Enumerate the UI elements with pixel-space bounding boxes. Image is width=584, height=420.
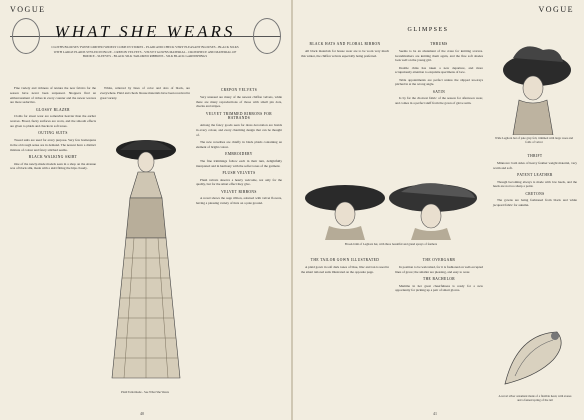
article-title: WHAT SHE WEARS bbox=[54, 22, 236, 41]
silver-ornament-illustration bbox=[497, 324, 573, 392]
running-head-right: VOGUE bbox=[538, 5, 574, 14]
woman-in-plaid-suit-illustration bbox=[104, 128, 186, 388]
figure-caption: Broad-brim of Leghorn hat, with three beautiful and grand sprays of feathers bbox=[344, 242, 438, 246]
paragraph: Mamma in her great cheerfulness is ready for a new opportunity for picking up a pair of smart gloves. bbox=[395, 283, 483, 293]
subheading: CREPON VELVETS bbox=[220, 88, 258, 92]
right-column-1-bottom bbox=[301, 256, 389, 414]
right-column-2 bbox=[395, 40, 483, 190]
subheading: BLACK WALKING SKIRT bbox=[28, 154, 78, 159]
paragraph: Fine variety and richness of texture the new fabrics for the season have never been surpassed. Shoppers find an embarrassment of riches in every counter and the newer weaves are more seductive. bbox=[10, 86, 96, 105]
left-column-1 bbox=[10, 86, 96, 411]
paragraph: The fine trimmings follow each in their turn, delightfully interpreted and in harmony with the softer tones of the garment. bbox=[196, 158, 282, 168]
subheading: EMBROIDERY bbox=[225, 151, 253, 156]
left-column-2-top bbox=[100, 86, 190, 126]
right-column-2-bottom bbox=[395, 256, 483, 414]
paragraph: Table appointments are perfect unless the slipped tea-trays pitched in at the wrong angle. bbox=[395, 77, 483, 87]
paragraph: The gowns are being fashioned from black and white jacquard fabric for autumn. bbox=[493, 198, 577, 208]
running-head-left: VOGUE bbox=[10, 5, 46, 14]
left-page bbox=[0, 0, 291, 420]
figure-caption: A novel silver ornament made of a flexible head, with stones and a fanned spring of the tail bbox=[498, 394, 572, 402]
subheading: CRETONS bbox=[525, 191, 545, 196]
subheading: THE TAILOR GOWN ILLUSTRATED bbox=[310, 258, 380, 262]
subheading: VELVET TRIMMED RIBBONS FOR HATBANDS bbox=[205, 111, 273, 121]
paragraph: Cloths for street wear are somewhat heavier than the earlier weaves. Broad, fuzzy surfaces are worn, and the smooth effects are given to plaids and checks in soft tones. bbox=[10, 114, 96, 128]
right-page bbox=[293, 0, 584, 420]
paragraph: Tweed suits are used for every purpose. Very few homespuns in the old rough sense are in demand. The newest have a distinct mixture of colour and fancy stitched seams. bbox=[10, 137, 96, 152]
paragraph: Is by far the choicest fabric of the season for afternoon wear, and comes in a perfect stuff from the gown of glove satin. bbox=[395, 96, 483, 106]
section-heading: GLIMPSES bbox=[407, 27, 449, 33]
paragraph: The new novelties are chiefly in black plaids containing an element of bright colour. bbox=[196, 139, 282, 149]
paragraph: Seems to be an abatement of the craze for knitting scarves. Grandmothers are knitting them again, and the fine soft shades look well on the young girl. bbox=[395, 48, 483, 63]
decorative-medallion-right bbox=[253, 18, 281, 54]
subheading: PLUSH VELVETS bbox=[222, 170, 256, 175]
subheading: GLOSSY BLAZER bbox=[36, 107, 70, 112]
paragraph: One of the newly-made models seen in a shop on the Avenue was of black silk, made with a skirt fitting the hips closely. bbox=[10, 161, 96, 171]
paragraph: Minnows: both sides of heavy feather weight material, very warm and soft. bbox=[493, 160, 577, 170]
subheading: BLACK HATS AND FLORAL RIBBON bbox=[309, 42, 381, 46]
subheading: PATENT LEATHER bbox=[517, 172, 553, 177]
paragraph: Among the fancy goods seen for dress decoration are braids in every colour, and every charming design that can be thought of. bbox=[196, 123, 282, 137]
woman-in-feathered-hat-portrait-top bbox=[493, 40, 575, 135]
subheading: THE OVERGARB bbox=[422, 258, 456, 262]
article-deck: CLOTHS BLOUSES TWINE LIMITED WIDELY COME IN STORES - PLAID AND CHECK VERY PLEASANT BLOUSES - BLACK SILKS WITH LARGE PLAIDS STYLED IN BLUE - CREPON VELVETS - VELVET GOWNS MATERIAL - CROSSPIECE AND MATERIAL OF BODICE - SLEEVES - BLACK SILK TAILORED RIBBONS - SILK BLACK GARNISHINGS bbox=[51, 45, 239, 59]
subheading: SATIN bbox=[432, 89, 446, 94]
paragraph: A novel shows the sage ribbon, adorned with velvet flowers, having a pleasing variety of tints on a pale ground. bbox=[196, 196, 282, 206]
decorative-medallion-left bbox=[12, 18, 40, 54]
paragraph: Double chins has taken a new departure, and more scrupulously attention to exquisite specimens of lace. bbox=[395, 65, 483, 75]
page-number-left: 40 bbox=[140, 411, 144, 416]
paragraph: All black materials for house wear are to be worn very much this winter, the chiffon velvets especially being preferred. bbox=[301, 48, 389, 58]
page-number-right: 41 bbox=[433, 411, 437, 416]
paragraph: Very unusual are many of the newest chiffon velvets, while there are many reproductions of those with small pin dots, checks and stripes. bbox=[196, 94, 282, 109]
figure-caption: Plaid Tailormade - See What She Wears bbox=[121, 390, 169, 394]
paragraph: Though becoming always is made with low heels, and the heels are not too sharp a point. bbox=[493, 179, 577, 189]
paragraph: White, relieved by lines of color and dots of black, are everywhere. Plaid and check blouse materials have been received in great variety. bbox=[100, 86, 190, 100]
right-column-1-top bbox=[301, 40, 389, 178]
right-column-3 bbox=[493, 152, 577, 322]
subheading: OUTING SUITS bbox=[38, 131, 68, 136]
paragraph: A plaid gown in soft dark tones of blue, lilac and tan is used in the smart tailored suits illustrated on the opposite page. bbox=[301, 264, 389, 274]
paragraph: Plush velvets deserve a hearty welcome, not only for the quality, but for the smart effect they give. bbox=[196, 177, 282, 187]
subheading: VELVET RIBBONS bbox=[221, 189, 257, 194]
subheading: THE BACHELOR bbox=[422, 276, 456, 281]
paragraph: In position to be welcomed, for it is fashioned on well-accepted lines of grace; the smaller are pleasing, and easy to wear. bbox=[395, 264, 483, 274]
figure-caption: Wide Leghorn hat of pale gray felt, trimmed with large roses and folds of velvet bbox=[495, 136, 573, 144]
two-women-in-large-hats-illustration bbox=[301, 180, 481, 240]
subheading: THRIFT bbox=[527, 154, 543, 158]
left-column-3 bbox=[196, 86, 282, 411]
subheading: THRUMS bbox=[430, 42, 448, 46]
